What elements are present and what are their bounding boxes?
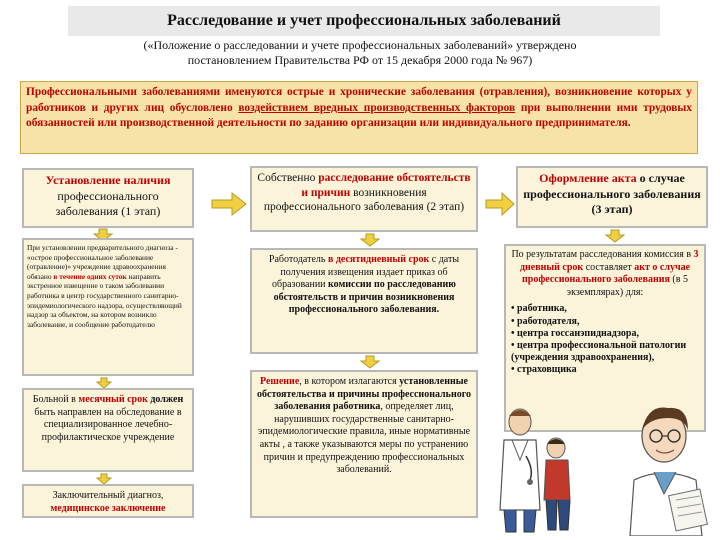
recipient-list — [511, 303, 699, 376]
stage3-act-red1: 3 дневный срок — [519, 249, 699, 273]
page-title: Расследование и учет профессиональных заболеваний — [68, 6, 660, 36]
arrow-down-notice — [97, 378, 111, 388]
arrow-down-patient — [97, 474, 111, 484]
stage3-title-rest: о случае профессионального заболевания (3 этап) — [523, 171, 701, 216]
stage1-patient-bold: должен — [147, 394, 184, 405]
stage1-final-red: медицинское заключение — [50, 502, 166, 514]
stage2-employer-red: в десятидневный срок — [327, 254, 430, 265]
stage2-decision-red: Решение — [260, 376, 300, 387]
stage1-patient-part2: быть направлен на обследование в специализированное лечебно-профилактическое учреждение — [34, 406, 182, 443]
arrow-stage2-to-stage3 — [486, 193, 514, 215]
stage2-decision-bold: установленные обстоятельства и причины профессионального заболевания работника — [257, 376, 471, 413]
definition-part1: Профессиональными заболеваниями именуются острые и хронические заболевания (отравления), возникновение которых у работников и других лиц обусловлено — [26, 86, 692, 114]
recipient-item: • центра профессиональной патологии (учреждения здравоохранения), — [511, 339, 687, 364]
stage2-decision-part2: , определяет лиц, нарушивших государственные санитарно-эпидемиологические правила, иные нормативные акты , а также указываются меры по устранению причин и предупреждению профессиональных заболеваний. — [257, 401, 471, 476]
stage3-act-part1: По результатам расследования комиссия в — [511, 249, 694, 260]
stage3-act-part3: (в 5 экземплярах) для: — [566, 274, 688, 298]
stage2-decision-part1: , в котором излагаются — [299, 376, 400, 387]
subtitle-line-1: («Положение о расследовании и учете профессиональных заболеваний» утверждено — [143, 38, 577, 52]
stage2-employer-bold: комиссии по расследованию обстоятельств и причин возникновения профессионального заболевания. — [273, 279, 456, 316]
stage3-act-text — [511, 249, 699, 303]
stage1-patient-box — [22, 388, 194, 472]
stage2-title-box — [250, 166, 478, 232]
recipient-item: • центра госсанэпиднадзора, — [511, 327, 639, 339]
stage1-title-red: Установление наличия — [45, 173, 171, 187]
stage3-title-red: Оформление акта — [539, 171, 637, 185]
doctor-writing-illustration — [618, 396, 716, 536]
stage3-act-part2: составляет — [583, 261, 635, 273]
stage1-patient-part1: Больной в — [32, 394, 79, 405]
recipient-item: • работодателя, — [511, 315, 580, 327]
stage3-title-box — [516, 166, 708, 228]
stage1-notice-part1: При установлении предварительного диагноза - «острое профессиональное заболевание (отравление)» учреждение здравоохранения обязано — [27, 243, 178, 281]
doctor-patient-illustration — [490, 400, 578, 536]
stage1-patient-red: месячный срок — [78, 394, 148, 405]
definition-part2: при выполнении ими трудовых обязанностей или производственной деятельности по заданию организации или индивидуального предпринимателя. — [26, 101, 692, 129]
stage2-employer-part2: с даты получения извещения издает приказ об образовании — [272, 254, 460, 291]
arrow-down-stage3 — [606, 230, 624, 242]
stage1-notice-red: в течение одних суток — [53, 271, 127, 281]
stage3-act-red2: акт о случае профессионального заболевания — [522, 261, 691, 286]
stage1-final-line1: Заключительный диагноз, — [52, 490, 164, 501]
definition-underlined: воздействием вредных производственных факторов — [238, 101, 516, 114]
stage1-title-box — [22, 168, 194, 228]
arrow-stage1-to-stage2 — [212, 193, 246, 215]
stage1-notice-box — [22, 238, 194, 376]
arrow-down-employer — [361, 356, 379, 368]
stage2-decision-box — [250, 370, 478, 518]
stage2-title-rest: возникновения профессионального заболевания (2 этап) — [263, 186, 465, 214]
recipient-item: • страховщика — [511, 364, 577, 376]
stage1-title-rest: профессионального заболевания (1 этап) — [55, 188, 161, 218]
stage2-employer-box — [250, 248, 478, 354]
stage2-title-red: расследование обстоятельств и причин — [301, 172, 471, 199]
stage1-notice-part2: направить экстренное извещение о таком заболевании работника в центр государственного санитарно-эпидемиологического надзора, осуществляющий надзор за объектом, на котором возникло заболевание, и сообщение работодателю — [27, 271, 182, 329]
arrow-down-stage2 — [361, 234, 379, 246]
recipient-item: • работника, — [511, 303, 567, 315]
stage2-employer-part1: Работодатель — [268, 254, 328, 265]
stage2-title-part1: Собственно — [257, 172, 319, 184]
subtitle-line-2: постановлением Правительства РФ от 15 декабря 2000 года № 967) — [187, 53, 533, 67]
stage1-final-box — [22, 484, 194, 518]
